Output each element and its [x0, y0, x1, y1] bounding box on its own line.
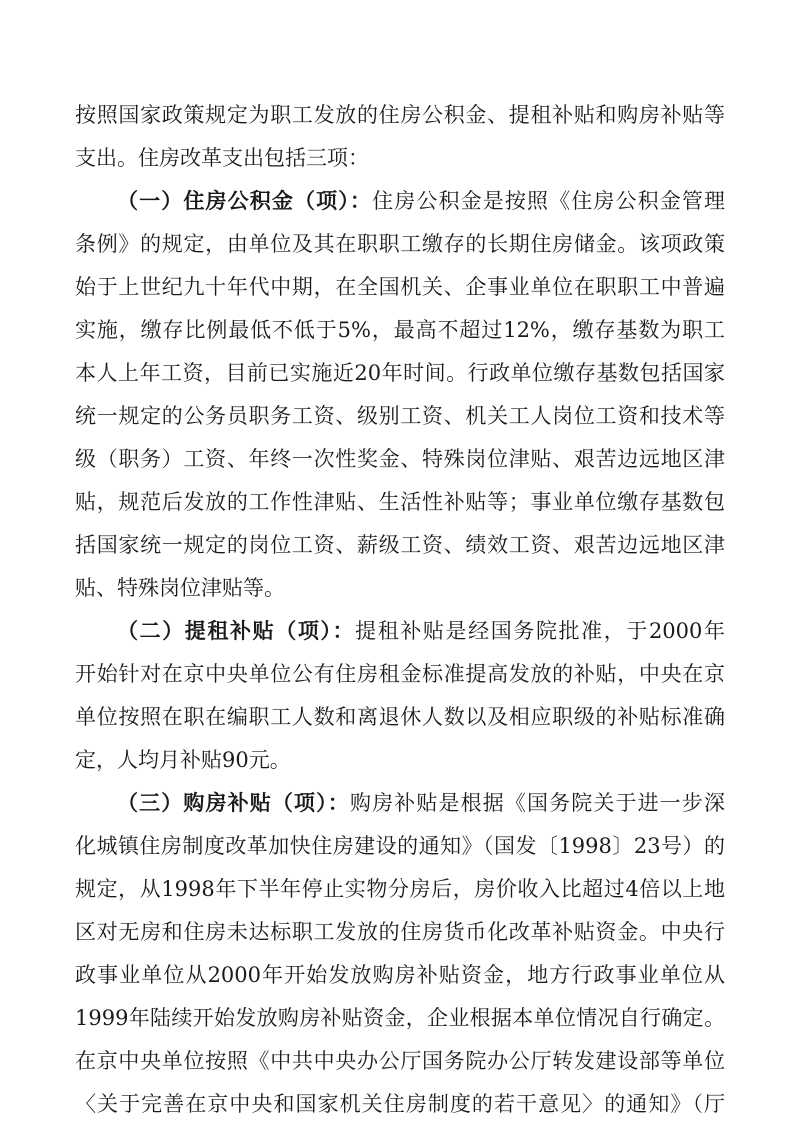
body-line: 统一规定的公务员职务工资、级别工资、机关工人岗位工资和技术等 [75, 404, 725, 428]
body-line: 政事业单位从2000年开始发放购房补贴资金，地方行政事业单位从 [75, 963, 725, 987]
body-line: 〈关于完善在京中央和国家机关住房制度的若干意见〉的通知》（厅 [75, 1092, 725, 1116]
body-line: 区对无房和住房未达标职工发放的住房货币化改革补贴资金。中央行 [75, 920, 725, 944]
section-2-heading: （二）提租补贴（项）： [117, 619, 356, 643]
section-1-text: 住房公积金是按照《住房公积金管理 [372, 189, 726, 213]
section-3-text: 购房补贴是根据《国务院关于进一步深 [349, 791, 726, 815]
body-line: 开始针对在京中央单位公有住房租金标准提高发放的补贴，中央在京 [75, 662, 725, 686]
body-line: 始于上世纪九十年代中期，在全国机关、企事业单位在职职工中普遍 [75, 275, 725, 299]
section-3-heading: （三）购房补贴（项）： [117, 791, 350, 815]
body-line: 1999年陆续开始发放购房补贴资金，企业根据本单位情况自行确定。 [75, 1006, 725, 1030]
body-line: 在京中央单位按照《中共中央办公厅国务院办公厅转发建设部等单位 [75, 1049, 725, 1073]
body-line: 本人上年工资，目前已实施近20年时间。行政单位缴存基数包括国家 [75, 361, 725, 385]
body-line: 贴，规范后发放的工作性津贴、生活性补贴等；事业单位缴存基数包 [75, 490, 725, 514]
section-3-first-line [117, 783, 725, 823]
body-line: 支出。住房改革支出包括三项： [75, 146, 369, 170]
body-line: 贴、特殊岗位津贴等。 [75, 576, 285, 600]
body-line: 条例》的规定，由单位及其在职职工缴存的长期住房储金。该项政策 [75, 232, 725, 256]
body-line: 单位按照在职在编职工人数和离退休人数以及相应职级的补贴标准确 [75, 705, 725, 729]
body-line: 规定，从1998年下半年停止实物分房后，房价收入比超过4倍以上地 [75, 877, 725, 901]
body-line: 实施，缴存比例最低不低于5%，最高不超过12%，缴存基数为职工 [75, 318, 725, 342]
section-1-first-line [117, 181, 725, 221]
body-line: 定，人均月补贴90元。 [75, 748, 291, 772]
body-line: 级（职务）工资、年终一次性奖金、特殊岗位津贴、艰苦边远地区津 [75, 447, 725, 471]
section-1-heading: （一）住房公积金（项）： [117, 189, 373, 213]
section-2-first-line [117, 611, 725, 651]
body-line: 化城镇住房制度改革加快住房建设的通知》（国发〔1998〕23号）的 [75, 834, 725, 858]
section-2-text: 提租补贴是经国务院批准，于2000年 [355, 619, 725, 643]
body-line: 括国家统一规定的岗位工资、薪级工资、绩效工资、艰苦边远地区津 [75, 533, 725, 557]
body-line: 按照国家政策规定为职工发放的住房公积金、提租补贴和购房补贴等 [75, 103, 725, 127]
